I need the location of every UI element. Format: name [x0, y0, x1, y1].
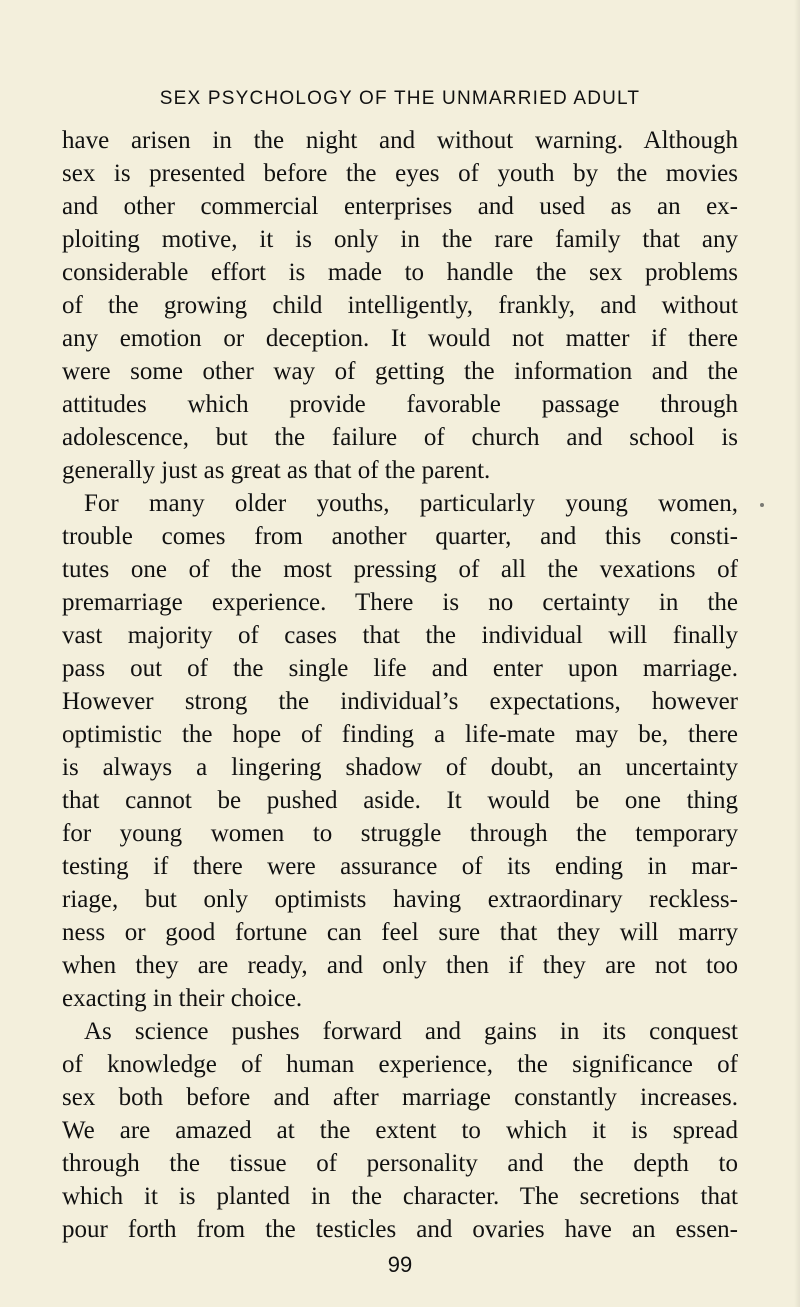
text-line: For many older youths, particularly young women,: [84, 490, 738, 517]
text-line: is always a lingering shadow of doubt, an uncertainty: [62, 754, 738, 781]
text-line: pass out of the single life and enter upon marriage.: [62, 655, 738, 682]
text-line: that cannot be pushed aside. It would be one thing: [62, 787, 738, 814]
text-line: tutes one of the most pressing of all the vexations of: [62, 556, 738, 583]
text-line: have arisen in the night and without warning. Although: [62, 127, 738, 154]
text-line: ploiting motive, it is only in the rare family that any: [62, 226, 738, 253]
page-edge-shadow: [794, 0, 800, 1307]
text-line: and other commercial enterprises and used as an ex-: [62, 193, 738, 220]
text-line: pour forth from the testicles and ovaries have an essen-: [62, 1216, 738, 1243]
text-line: We are amazed at the extent to which it is spread: [62, 1117, 738, 1144]
text-line: for young women to struggle through the temporary: [62, 820, 738, 847]
text-line: when they are ready, and only then if they are not too: [62, 952, 738, 979]
text-line: optimistic the hope of finding a life-mate may be, there: [62, 721, 738, 748]
text-line: adolescence, but the failure of church and school is: [62, 424, 738, 451]
text-line: testing if there were assurance of its ending in mar-: [62, 853, 738, 880]
text-line: As science pushes forward and gains in its conquest: [84, 1018, 738, 1045]
text-line: which it is planted in the character. The secretions that: [62, 1183, 738, 1210]
text-line: of knowledge of human experience, the significance of: [62, 1051, 738, 1078]
text-line: any emotion or deception. It would not matter if there: [62, 325, 738, 352]
text-line: sex is presented before the eyes of youth by the movies: [62, 160, 738, 187]
running-head: SEX PSYCHOLOGY OF THE UNMARRIED ADULT: [159, 88, 641, 109]
text-line: However strong the individual’s expectations, however: [62, 688, 738, 715]
book-page: [62, 88, 738, 1278]
text-line: through the tissue of personality and the depth to: [62, 1150, 738, 1177]
text-line: premarriage experience. There is no certainty in the: [62, 589, 738, 616]
text-line: attitudes which provide favorable passage through: [62, 391, 738, 418]
body-text: [62, 124, 738, 1246]
text-line: vast majority of cases that the individual will finally: [62, 622, 738, 649]
text-line: sex both before and after marriage constantly increases.: [62, 1084, 738, 1111]
text-line: ness or good fortune can feel sure that they will marry: [62, 919, 738, 946]
text-line: generally just as great as that of the parent.: [62, 457, 491, 484]
text-line: exacting in their choice.: [62, 985, 303, 1012]
text-line: trouble comes from another quarter, and this consti-: [62, 523, 738, 550]
text-line: considerable effort is made to handle the sex problems: [62, 259, 738, 286]
text-line: riage, but only optimists having extraordinary reckless-: [62, 886, 738, 913]
text-line: of the growing child intelligently, frankly, and without: [62, 292, 738, 319]
text-line: were some other way of getting the information and the: [62, 358, 738, 385]
margin-dot: [760, 503, 764, 507]
page-number: 99: [387, 1252, 413, 1277]
